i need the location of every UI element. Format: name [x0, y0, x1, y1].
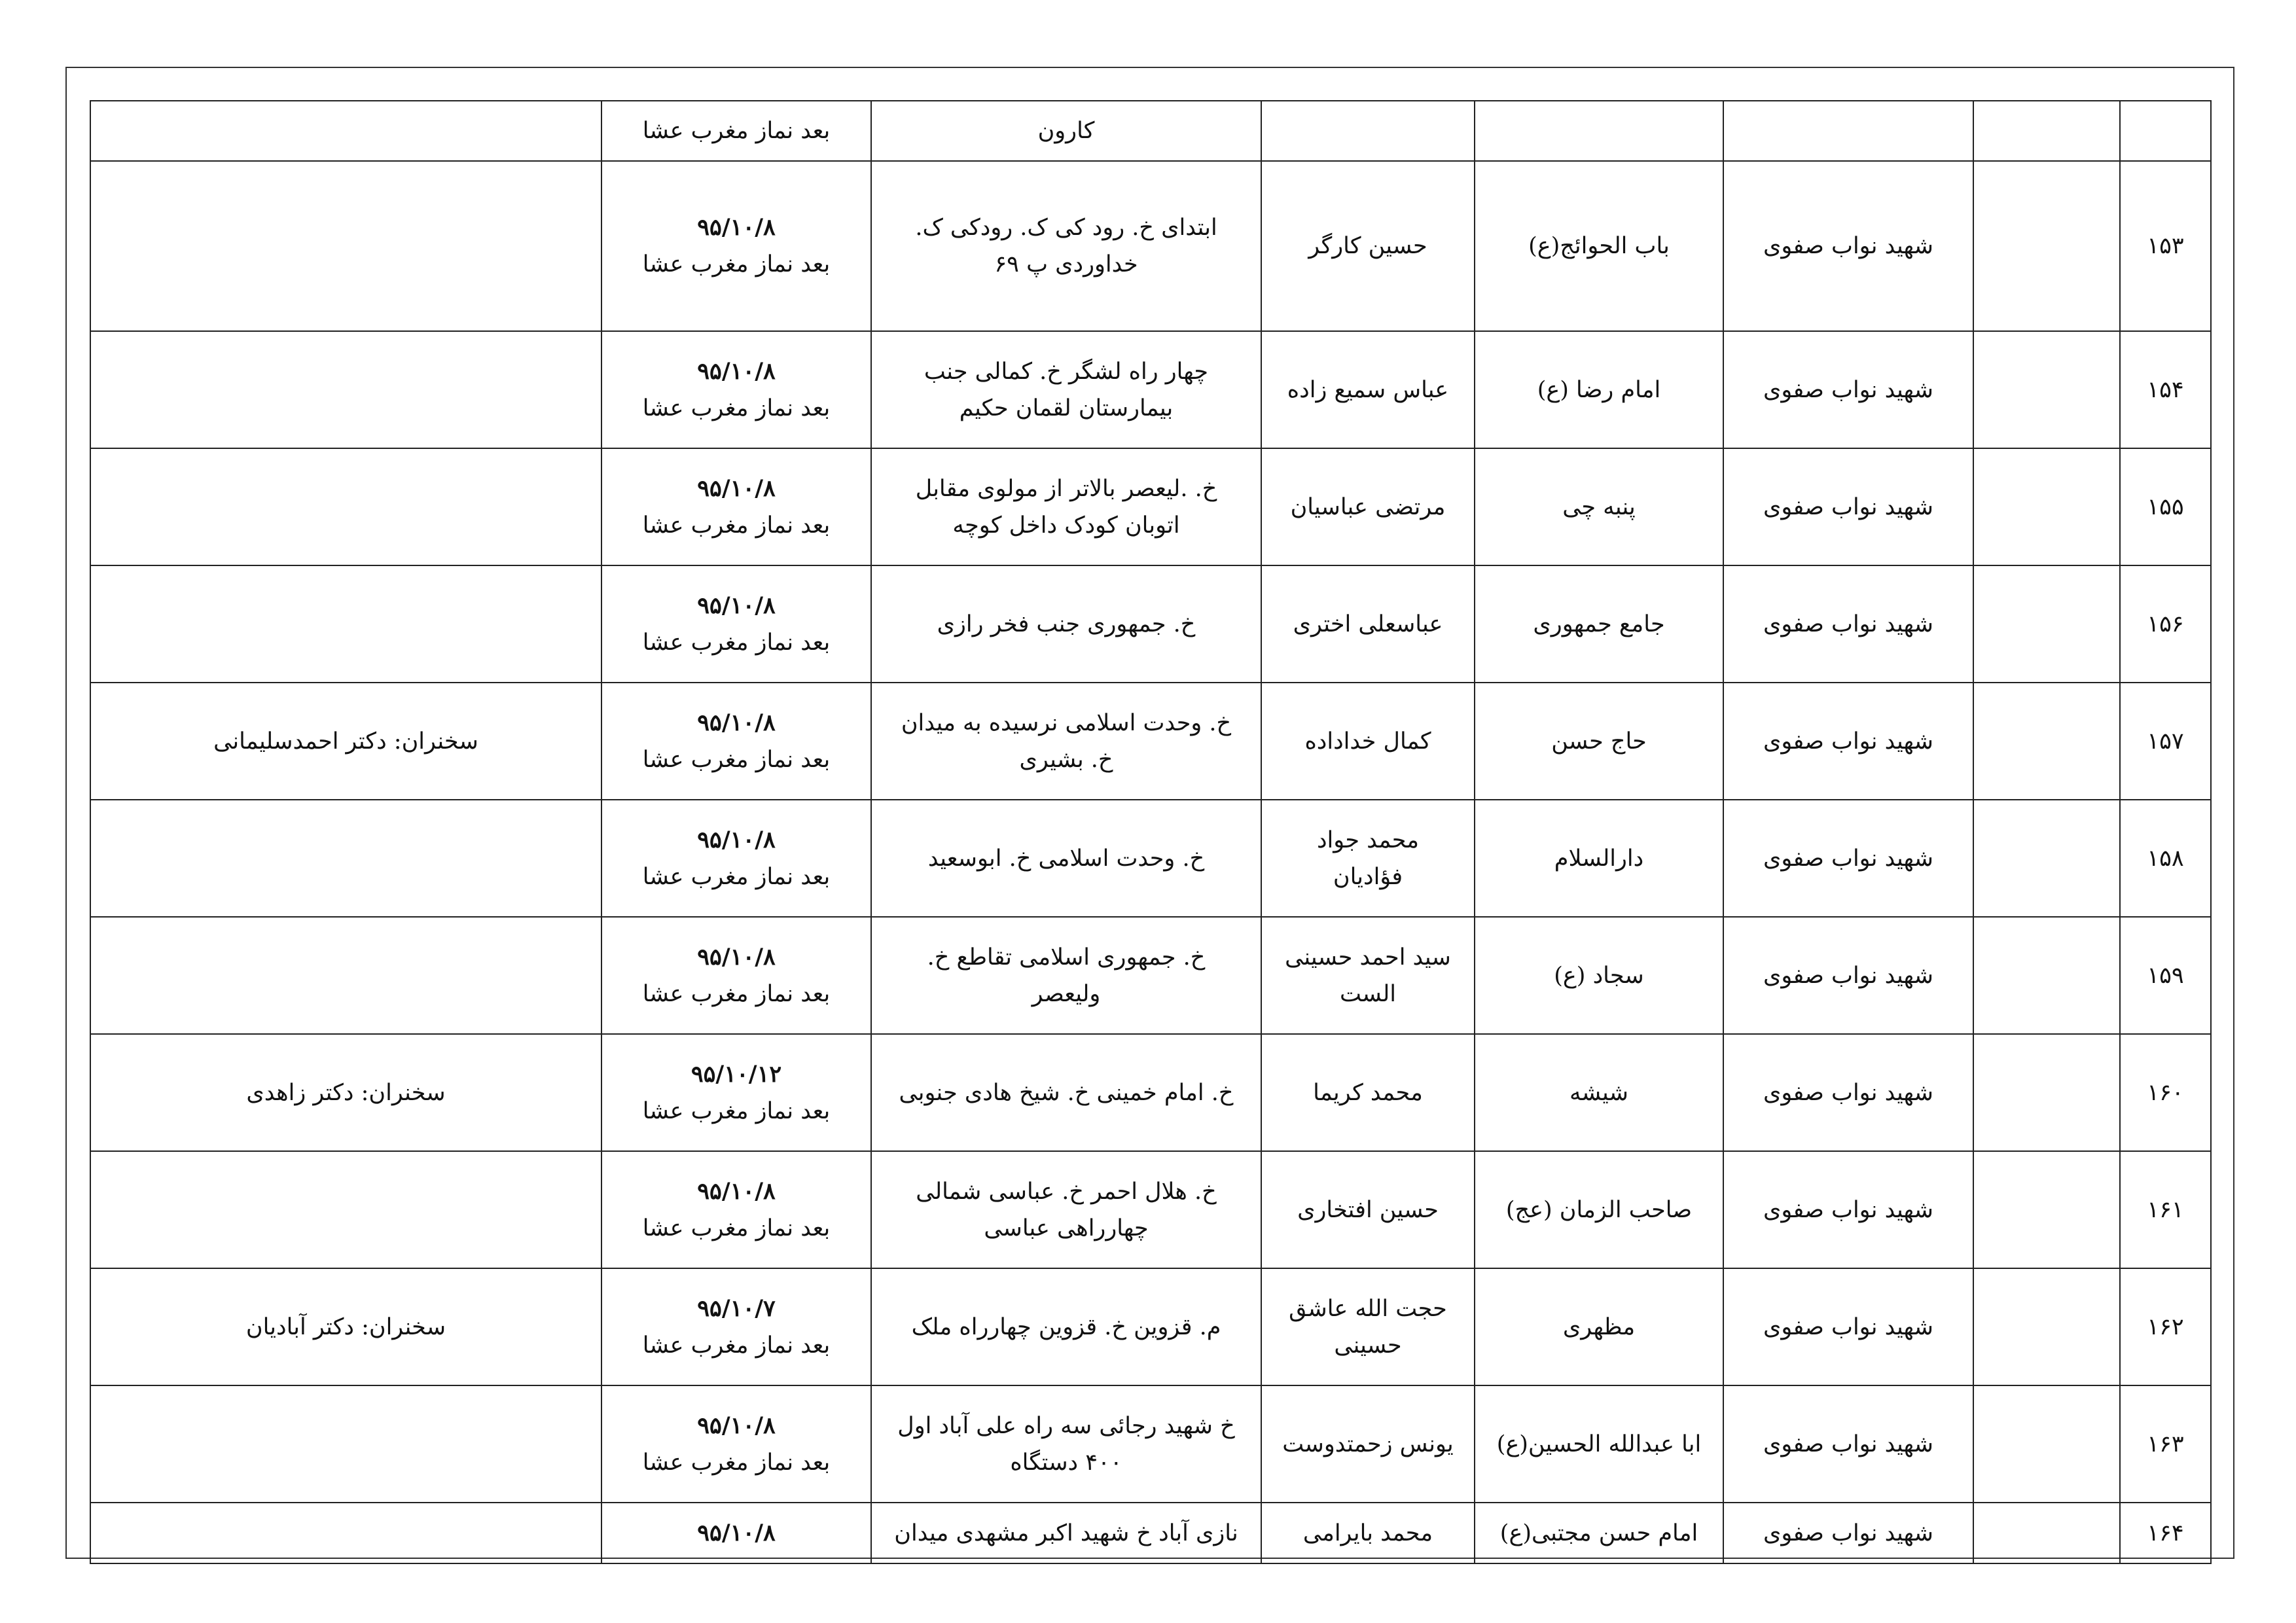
cell-time	[601, 917, 871, 1034]
schedule-table	[90, 100, 2212, 1564]
time-text: بعد نماز مغرب عشا	[642, 395, 831, 421]
address-line: م. قزوین خ. قزوین چهارراه ملک	[911, 1313, 1221, 1340]
cell-note	[90, 1151, 601, 1268]
cell-host	[1261, 1034, 1475, 1151]
host-line: حسین افتخاری	[1297, 1196, 1439, 1223]
cell-address	[871, 683, 1261, 800]
cell-extra	[1973, 683, 2120, 800]
cell-extra	[1973, 1151, 2120, 1268]
date-text: ۹۵/۱۰/۸	[697, 592, 776, 619]
cell-number: ۱۵۴	[2120, 331, 2211, 448]
cell-host	[1261, 683, 1475, 800]
time-text: بعد نماز مغرب عشا	[642, 863, 831, 890]
cell-address	[871, 161, 1261, 331]
cell-number: ۱۶۳	[2120, 1385, 2211, 1503]
cell-time	[601, 800, 871, 917]
table-row	[90, 1268, 2211, 1385]
cell-number: ۱۶۴	[2120, 1503, 2211, 1563]
host-line: محمد کریما	[1313, 1079, 1423, 1106]
cell-host	[1261, 331, 1475, 448]
cell-number: ۱۵۳	[2120, 161, 2211, 331]
table-row	[90, 161, 2211, 331]
address-line: اتوبان کودک داخل کوچه	[952, 512, 1180, 539]
address-line: ابتدای خ. رود کی ک. رودکی ک.	[915, 215, 1217, 241]
address-line: نازی آباد خ شهید اکبر مشهدی میدان	[894, 1520, 1238, 1546]
cell-district: شهید نواب صفوی	[1723, 565, 1973, 683]
table-body	[90, 101, 2211, 1563]
cell-note	[90, 1385, 601, 1503]
cell-extra	[1973, 331, 2120, 448]
time-text: بعد نماز مغرب عشا	[642, 1332, 831, 1359]
time-text: بعد نماز مغرب عشا	[642, 1215, 831, 1241]
cell-host	[1261, 1268, 1475, 1385]
host-line: سید احمد حسینی	[1285, 944, 1451, 971]
cell-note	[90, 565, 601, 683]
cell-host	[1261, 161, 1475, 331]
cell-number: ۱۵۷	[2120, 683, 2211, 800]
cell-address	[871, 1034, 1261, 1151]
host-line: فؤادیان	[1333, 863, 1403, 890]
cell-host	[1261, 101, 1475, 161]
cell-time	[601, 161, 871, 331]
cell-number: ۱۶۰	[2120, 1034, 2211, 1151]
time-text: بعد نماز مغرب عشا	[642, 980, 831, 1007]
cell-mosque: جامع جمهوری	[1475, 565, 1723, 683]
cell-extra	[1973, 1385, 2120, 1503]
address-line: ولیعصر	[1031, 980, 1101, 1007]
date-text: ۹۵/۱۰/۸	[697, 1412, 776, 1439]
address-line: خ شهید رجائی سه راه علی آباد اول	[897, 1412, 1235, 1439]
table-row	[90, 1503, 2211, 1563]
cell-time	[601, 448, 871, 565]
address-line: خداوردی پ ۶۹	[994, 251, 1138, 277]
cell-note: سخنران: دکتر احمدسلیمانی	[90, 683, 601, 800]
address-line: خ. وحدت اسلامی خ. ابوسعید	[927, 845, 1205, 872]
cell-number: ۱۵۶	[2120, 565, 2211, 683]
cell-district: شهید نواب صفوی	[1723, 1385, 1973, 1503]
host-line: حسین کارگر	[1308, 233, 1427, 259]
cell-district: شهید نواب صفوی	[1723, 448, 1973, 565]
table-row	[90, 565, 2211, 683]
cell-district: شهید نواب صفوی	[1723, 1034, 1973, 1151]
table-row	[90, 1034, 2211, 1151]
cell-host	[1261, 1503, 1475, 1563]
cell-address	[871, 101, 1261, 161]
cell-mosque: صاحب الزمان (عج)	[1475, 1151, 1723, 1268]
cell-host	[1261, 1385, 1475, 1503]
date-text: ۹۵/۱۰/۸	[697, 357, 776, 385]
address-line: خ. بشیری	[1019, 746, 1113, 773]
cell-extra	[1973, 565, 2120, 683]
cell-address	[871, 1268, 1261, 1385]
cell-host	[1261, 1151, 1475, 1268]
cell-mosque: پنبه چی	[1475, 448, 1723, 565]
cell-address	[871, 1151, 1261, 1268]
cell-address	[871, 448, 1261, 565]
date-text: ۹۵/۱۰/۸	[697, 1177, 776, 1205]
time-text: بعد نماز مغرب عشا	[642, 251, 831, 277]
address-line: چهار راه لشگر خ. کمالی جنب	[924, 358, 1209, 385]
cell-time	[601, 565, 871, 683]
host-line: الست	[1340, 980, 1396, 1007]
cell-mosque: باب الحوائج(ع)	[1475, 161, 1723, 331]
date-text: ۹۵/۱۰/۸	[697, 943, 776, 971]
cell-note: سخنران: دکتر زاهدی	[90, 1034, 601, 1151]
date-text: ۹۵/۱۰/۸	[697, 1519, 776, 1546]
time-text: بعد نماز مغرب عشا	[642, 629, 831, 656]
time-text: بعد نماز مغرب عشا	[642, 512, 831, 539]
cell-extra	[1973, 161, 2120, 331]
cell-mosque: مظهری	[1475, 1268, 1723, 1385]
table-row	[90, 448, 2211, 565]
address-line: چهارراهی عباسی	[984, 1215, 1149, 1241]
date-text: ۹۵/۱۰/۸	[697, 826, 776, 853]
address-line: خ. جمهوری جنب فخر رازی	[937, 611, 1196, 637]
cell-district: شهید نواب صفوی	[1723, 1151, 1973, 1268]
time-line: بعد نماز مغرب عشا	[642, 118, 831, 144]
cell-host	[1261, 448, 1475, 565]
cell-mosque: امام حسن مجتبی(ع)	[1475, 1503, 1723, 1563]
cell-number	[2120, 101, 2211, 161]
cell-district: شهید نواب صفوی	[1723, 1503, 1973, 1563]
cell-extra	[1973, 448, 2120, 565]
time-text: بعد نماز مغرب عشا	[642, 1449, 831, 1476]
address-line: خ. جمهوری اسلامی تقاطع خ.	[927, 944, 1206, 971]
cell-note	[90, 1503, 601, 1563]
address-line: کارون	[1037, 118, 1095, 144]
cell-note	[90, 101, 601, 161]
cell-time	[601, 101, 871, 161]
cell-address	[871, 331, 1261, 448]
cell-note	[90, 800, 601, 917]
cell-district: شهید نواب صفوی	[1723, 800, 1973, 917]
cell-district: شهید نواب صفوی	[1723, 683, 1973, 800]
date-text: ۹۵/۱۰/۸	[697, 474, 776, 502]
cell-mosque: ابا عبدالله الحسین(ع)	[1475, 1385, 1723, 1503]
host-line: عباسعلی اختری	[1293, 611, 1443, 637]
host-line: عباس سمیع زاده	[1287, 376, 1449, 403]
cell-mosque: دارالسلام	[1475, 800, 1723, 917]
cell-mosque	[1475, 101, 1723, 161]
table-row	[90, 331, 2211, 448]
cell-district: شهید نواب صفوی	[1723, 917, 1973, 1034]
cell-note	[90, 448, 601, 565]
cell-mosque: حاج حسن	[1475, 683, 1723, 800]
cell-extra	[1973, 1034, 2120, 1151]
time-text: بعد نماز مغرب عشا	[642, 746, 831, 773]
date-text: ۹۵/۱۰/۷	[697, 1294, 776, 1322]
cell-time	[601, 1034, 871, 1151]
cell-number: ۱۶۲	[2120, 1268, 2211, 1385]
cell-mosque: سجاد (ع)	[1475, 917, 1723, 1034]
cell-time	[601, 1151, 871, 1268]
address-line: ۴۰۰ دستگاه	[1010, 1449, 1122, 1476]
cell-extra	[1973, 800, 2120, 917]
table-row	[90, 800, 2211, 917]
table-row	[90, 683, 2211, 800]
address-line: خ. امام خمینی خ. شیخ هادی جنوبی	[899, 1079, 1234, 1106]
cell-note	[90, 331, 601, 448]
host-line: محمد بایرامی	[1302, 1520, 1433, 1546]
cell-address	[871, 565, 1261, 683]
cell-note: سخنران: دکتر آبادیان	[90, 1268, 601, 1385]
cell-number: ۱۵۸	[2120, 800, 2211, 917]
table-row	[90, 1151, 2211, 1268]
cell-host	[1261, 800, 1475, 917]
time-text: بعد نماز مغرب عشا	[642, 1097, 831, 1124]
date-text: ۹۵/۱۰/۱۲	[691, 1060, 782, 1088]
cell-address	[871, 800, 1261, 917]
host-line: مرتضی عباسیان	[1290, 493, 1446, 520]
table-row	[90, 101, 2211, 161]
cell-district: شهید نواب صفوی	[1723, 1268, 1973, 1385]
cell-district	[1723, 101, 1973, 161]
address-line: خ. هلال احمر خ. عباسی شمالی	[916, 1178, 1217, 1205]
cell-host	[1261, 917, 1475, 1034]
table-row	[90, 1385, 2211, 1503]
cell-address	[871, 1385, 1261, 1503]
cell-extra	[1973, 917, 2120, 1034]
address-line: بیمارستان لقمان حکیم	[959, 395, 1174, 421]
cell-host	[1261, 565, 1475, 683]
cell-time	[601, 1268, 871, 1385]
date-text: ۹۵/۱۰/۸	[697, 709, 776, 736]
cell-number: ۱۵۵	[2120, 448, 2211, 565]
cell-address	[871, 1503, 1261, 1563]
cell-time	[601, 683, 871, 800]
cell-number: ۱۶۱	[2120, 1151, 2211, 1268]
cell-time	[601, 1503, 871, 1563]
address-line: خ. .لیعصر بالاتر از مولوی مقابل	[915, 475, 1217, 502]
cell-mosque: امام رضا (ع)	[1475, 331, 1723, 448]
table-row	[90, 917, 2211, 1034]
cell-address	[871, 917, 1261, 1034]
cell-number: ۱۵۹	[2120, 917, 2211, 1034]
date-text: ۹۵/۱۰/۸	[697, 214, 776, 241]
cell-time	[601, 1385, 871, 1503]
cell-extra	[1973, 1268, 2120, 1385]
cell-extra	[1973, 1503, 2120, 1563]
cell-mosque: شیشه	[1475, 1034, 1723, 1151]
host-line: کمال خداداده	[1304, 728, 1431, 755]
cell-time	[601, 331, 871, 448]
host-line: حسینی	[1334, 1332, 1402, 1359]
cell-extra	[1973, 101, 2120, 161]
cell-note	[90, 917, 601, 1034]
host-line: محمد جواد	[1316, 827, 1420, 853]
address-line: خ. وحدت اسلامی نرسیده به میدان	[901, 709, 1232, 736]
cell-note	[90, 161, 601, 331]
host-line: حجت الله عاشق	[1289, 1295, 1447, 1322]
host-line: یونس زحمتدوست	[1282, 1431, 1454, 1457]
cell-district: شهید نواب صفوی	[1723, 331, 1973, 448]
cell-district: شهید نواب صفوی	[1723, 161, 1973, 331]
